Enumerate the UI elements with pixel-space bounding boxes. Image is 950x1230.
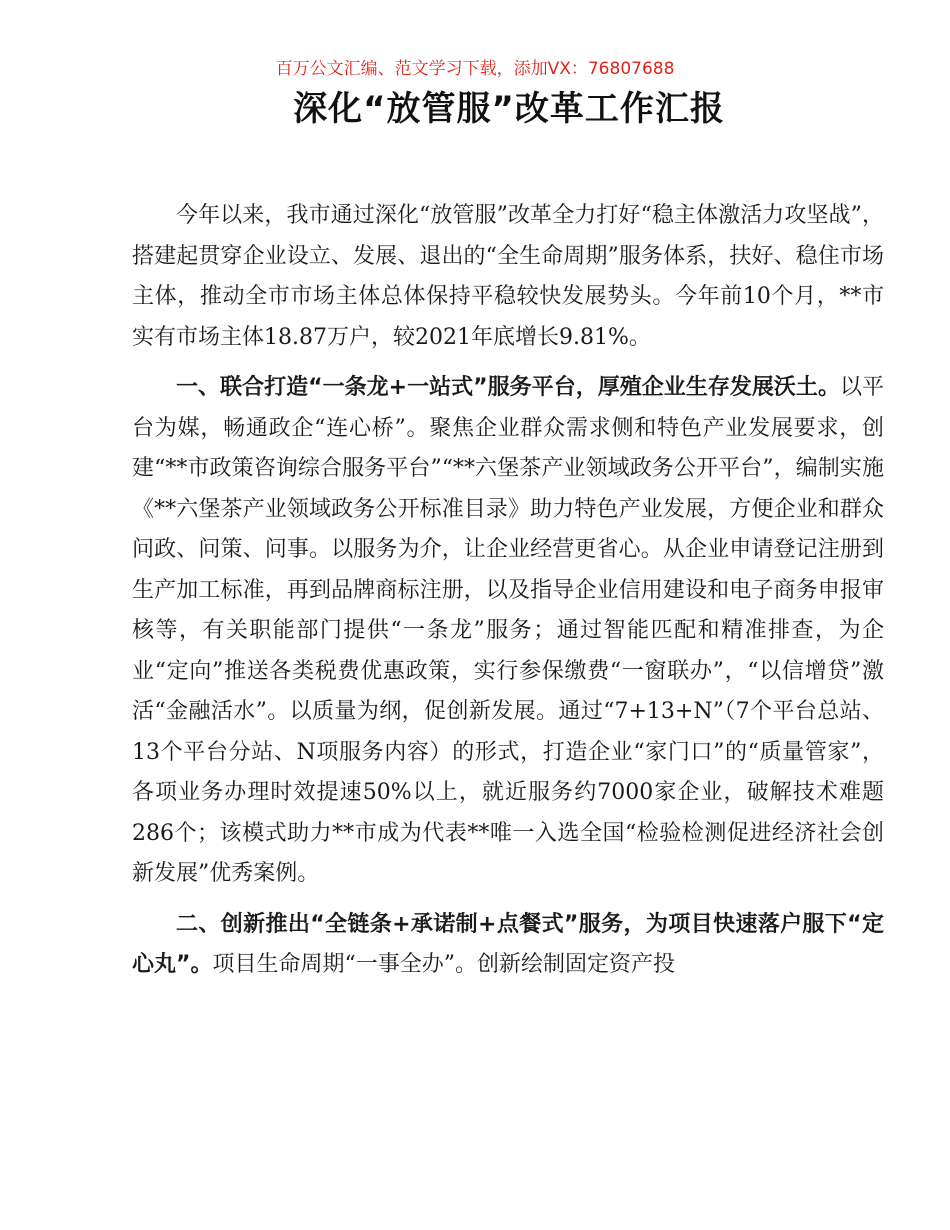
section-paragraph	[132, 905, 884, 986]
section-body: 项目生命周期“一事全办”。创新绘制固定资产投	[212, 952, 675, 977]
document-body	[132, 196, 884, 996]
section-body: 以平台为媒，畅通政企“连心桥”。聚焦企业群众需求侧和特色产业发展要求，创建“**市政策咨询综合服务平台”“**六堡茶产业领域政务公开平台”，编制实施《**六堡茶产业领域政务公开标准目录》助力特色产业发展，方便企业和群众问政、问策、问事。以服务为介，让企业经营更省心。从企业申请登记注册到生产加工标准，再到品牌商标注册，以及指导企业信用建设和电子商务申报审核等，有关职能部门提供“一条龙”服务；通过智能匹配和精准排查，为企业“定向”推送各类税费优惠政策，实行参保缴费“一窗联办”，“以信增贷”激活“金融活水”。以质量为纲，促创新发展。通过“7+13+N”（7个平台总站、13个平台分站、N项服务内容）的形式，打造企业“家门口”的“质量管家”，各项业务办理时效提速50%以上，就近服务约7000家企业，破解技术难题286个；该模式助力**市成为代表**唯一入选全国“检验检测促进经济社会创新发展”优秀案例。	[132, 375, 884, 886]
document-title: 深化“放管服”改革工作汇报	[293, 89, 725, 129]
intro-paragraph: 今年以来，我市通过深化“放管服”改革全力打好“稳主体激活力攻坚战”，搭建起贯穿企业设立、发展、退出的“全生命周期”服务体系，扶好、稳住市场主体，推动全市市场主体总体保持平稳较快发展势头。今年前10个月，**市实有市场主体18.87万户，较2021年底增长9.81%。	[132, 203, 884, 350]
section-paragraph	[132, 368, 884, 895]
section-heading: 一、联合打造“一条龙+一站式”服务平台，厚殖企业生存发展沃土。	[176, 375, 840, 400]
header-watermark-note: 百万公文汇编、范文学习下载，添加VX：76807688	[275, 59, 675, 79]
section-heading: 二、创新推出“全链条+承诺制+点餐式”服务，为项目快速落户服下“定心丸”。	[132, 911, 884, 977]
